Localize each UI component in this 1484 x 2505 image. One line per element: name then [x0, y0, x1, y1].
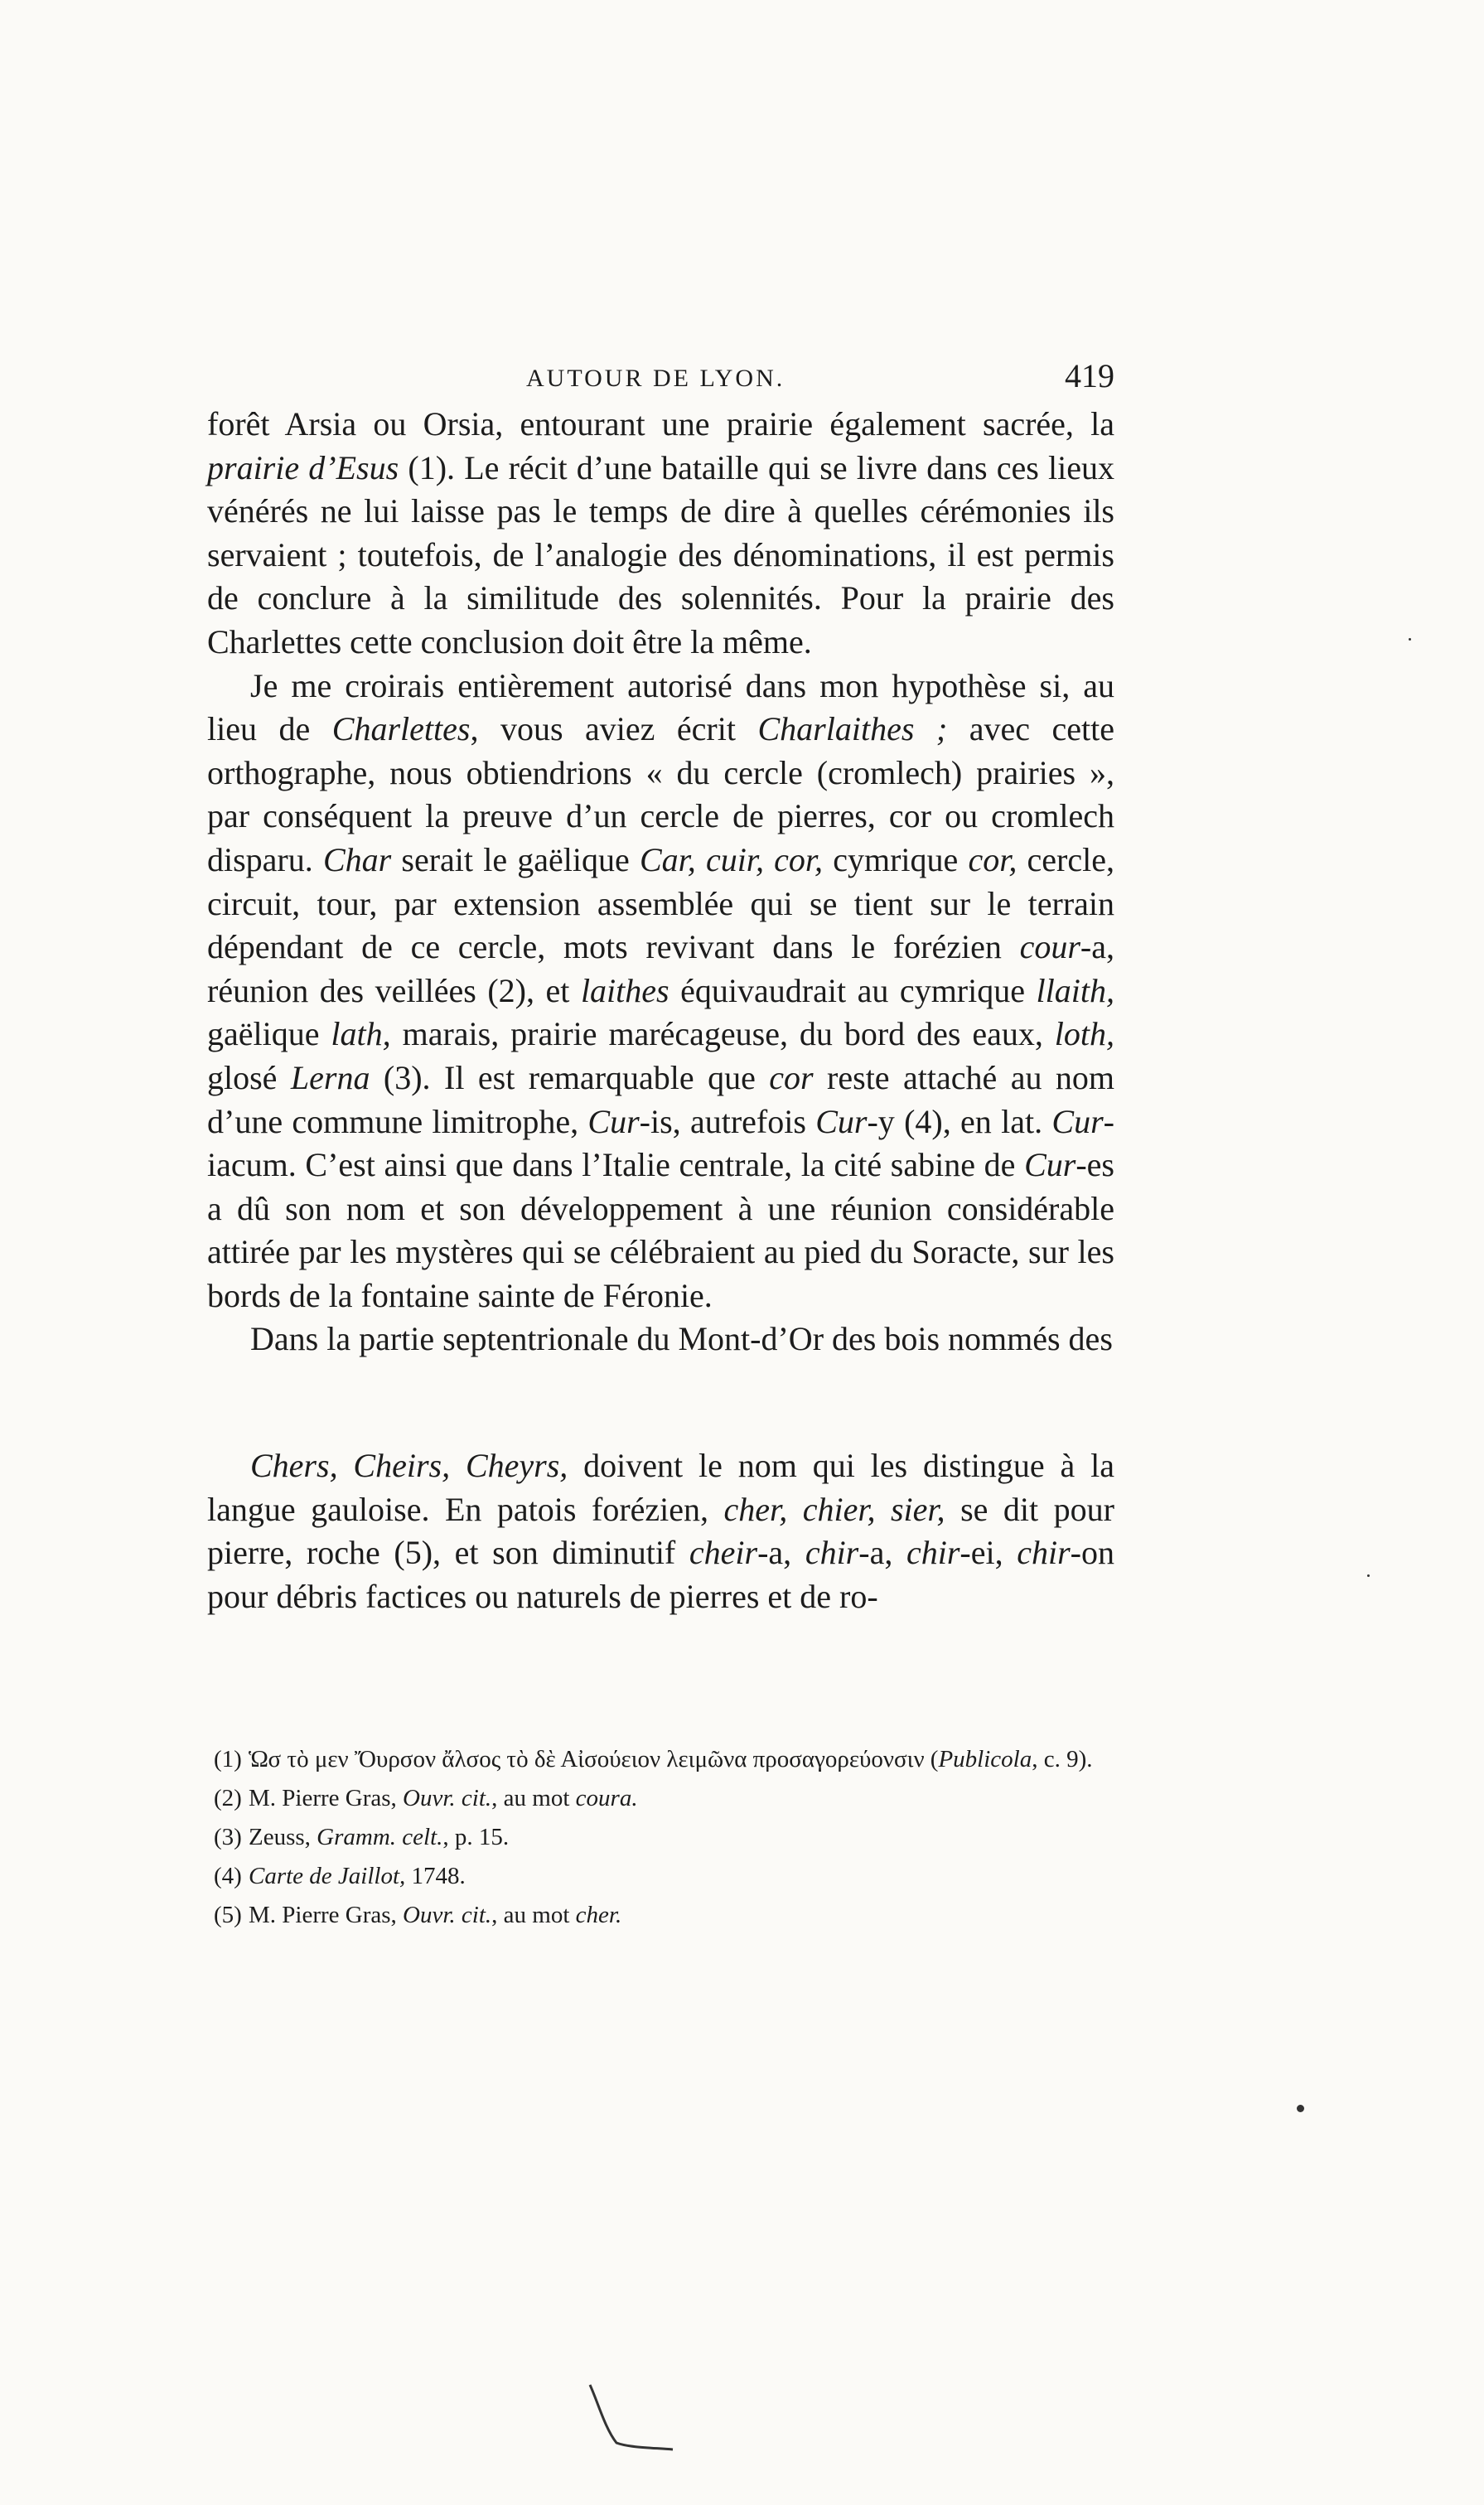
text-run: glosé	[207, 1058, 291, 1096]
paragraph	[207, 1318, 1114, 1361]
italic-text: Char	[322, 840, 392, 878]
text-run: gaëlique	[207, 1015, 331, 1053]
text-run: Dans la partie septentrionale du Mont-d’Or des bois nommés des	[250, 1320, 1113, 1358]
paragraph	[207, 665, 1114, 1318]
text-run: cymrique	[823, 840, 969, 878]
footnote-number: (3)	[214, 1824, 242, 1850]
italic-text: loth,	[1054, 1015, 1114, 1053]
text-run: -y (4), en lat.	[867, 1102, 1052, 1140]
footnote-number: (5)	[214, 1902, 242, 1928]
text-run: , au mot	[491, 1785, 576, 1811]
italic-text: coura.	[575, 1785, 638, 1811]
italic-text: Car, cuir, cor,	[639, 840, 824, 878]
text-run: , c. 9).	[1032, 1746, 1093, 1772]
paragraph	[207, 1444, 1114, 1618]
text-run: , p. 15.	[442, 1824, 510, 1850]
italic-text: cor,	[968, 840, 1018, 878]
italic-text: chir	[1017, 1534, 1071, 1572]
text-run: doivent le nom qui les distingue à la langue gauloise. En patois forézien,	[207, 1447, 1114, 1528]
text-run: marais, prairie marécageuse, du bord des eaux,	[390, 1015, 1055, 1053]
text-run: avec cette orthographe, nous obtiendrions « du cercle (cromlech) prairies », par conséquent la preuve d’un cercle de pierres, cor ou cromlech disparu.	[207, 710, 1115, 878]
body-text	[207, 403, 1114, 1618]
italic-text: Cur	[1024, 1146, 1076, 1184]
paragraph-gap	[207, 1361, 1114, 1444]
text-run: , au mot	[491, 1902, 576, 1928]
paragraph	[207, 403, 1114, 665]
footnote	[214, 1740, 1114, 1779]
italic-text: Cur	[815, 1102, 868, 1140]
footnote	[214, 1779, 1114, 1818]
italic-text: Publicola	[938, 1746, 1032, 1772]
text-run: équivaudrait au cymrique	[669, 971, 1037, 1009]
text-run: -is, autrefois	[639, 1102, 816, 1140]
text-run: -es a dû son nom et son développement à une réunion considérable attirée par les mystères qui se célébraient au pied du Soracte, sur les bords de la fontaine sainte de Féronie.	[207, 1146, 1114, 1314]
footnote-number: (4)	[214, 1863, 242, 1889]
italic-text: Cur	[1051, 1102, 1104, 1140]
running-title: AUTOUR DE LYON.	[526, 365, 786, 392]
text-run: -on pour débris factices ou naturels de pierres et de ro-	[207, 1534, 1114, 1615]
text-run: Je me croirais entièrement autorisé dans mon hypothèse si, au lieu de	[207, 666, 1114, 748]
italic-text: chir	[805, 1534, 859, 1572]
italic-text: Charlaithes ;	[757, 710, 948, 748]
text-run: cercle, circuit, tour, par extension assemblée qui se tient sur le terrain dépendant de ce cercle, mots revivant dans le forézien	[207, 840, 1114, 966]
italic-text: Lerna	[290, 1058, 370, 1096]
italic-text: cher, chier, sier,	[723, 1490, 945, 1528]
text-run: 1748.	[405, 1863, 466, 1889]
text-run: -a,	[858, 1534, 906, 1572]
page-header	[207, 348, 1114, 398]
text-run: -ei,	[960, 1534, 1018, 1572]
italic-text: cher.	[575, 1902, 622, 1928]
footnote	[214, 1857, 1114, 1896]
italic-text: Carte de Jaillot,	[249, 1863, 406, 1889]
speck-mark	[1297, 2105, 1304, 2112]
page-number: 419	[1065, 357, 1114, 394]
text-run: , vous aviez écrit	[470, 710, 758, 748]
italic-text: prairie d’Esus	[207, 448, 399, 486]
italic-text: cor	[769, 1058, 814, 1096]
text-run: se dit pour pierre, roche (5), et son diminutif	[207, 1490, 1114, 1572]
text-run: forêt Arsia ou Orsia, entourant une prairie également sacrée, la	[207, 405, 1114, 442]
text-run: -a, réunion des veillées (2), et	[207, 928, 1114, 1009]
text-run: M. Pierre Gras,	[249, 1902, 404, 1928]
text-run: (1). Le récit d’une bataille qui se livre dans ces lieux vénérés ne lui laisse pas le temps de dire à quelles cérémonies ils servaient ; toutefois, de l’analogie des dénominations, il est permis de conclure à la similitude des solennités. Pour la prairie des Charlettes cette conclusion doit être la même.	[207, 448, 1115, 660]
text-run: -a,	[757, 1534, 805, 1572]
italic-text: llaith,	[1036, 971, 1114, 1009]
text-run: -iacum. C’est ainsi que dans l’Italie centrale, la cité sabine de	[207, 1102, 1114, 1184]
italic-text: Ouvr. cit.	[403, 1902, 492, 1928]
italic-text: Cur	[587, 1102, 640, 1140]
footnote-number: (1)	[214, 1746, 242, 1772]
text-run: reste attaché au nom d’une commune limitrophe,	[207, 1058, 1114, 1140]
italic-text: chir	[906, 1534, 960, 1572]
footnote	[214, 1818, 1114, 1857]
italic-text: laithes	[580, 971, 669, 1009]
footnote-number: (2)	[214, 1785, 242, 1811]
text-run: serait le gaëlique	[391, 840, 640, 878]
speck-mark	[1367, 1574, 1370, 1577]
italic-text: Gramm. celt.	[317, 1824, 443, 1850]
italic-text: Ouvr. cit.	[403, 1785, 492, 1811]
text-run: (3). Il est remarquable que	[370, 1058, 770, 1096]
text-run: M. Pierre Gras,	[249, 1785, 404, 1811]
footnote	[214, 1896, 1114, 1935]
italic-text: lath,	[331, 1015, 391, 1053]
pen-mark-icon	[580, 2378, 679, 2453]
text-run: Ὡσ τὸ μεν Ὄυρσον ἄλσος τὸ δὲ Αἰσούειον λειμῶνα προσαγορεύονσιν (	[249, 1746, 939, 1772]
italic-text: Charlettes	[331, 710, 471, 748]
italic-text: cheir	[689, 1534, 758, 1572]
text-run: Zeuss,	[249, 1824, 317, 1850]
speck-mark	[1409, 638, 1411, 641]
italic-text: Chers, Cheirs, Cheyrs,	[250, 1447, 568, 1485]
footnotes	[214, 1740, 1114, 1935]
italic-text: cour	[1019, 928, 1080, 966]
